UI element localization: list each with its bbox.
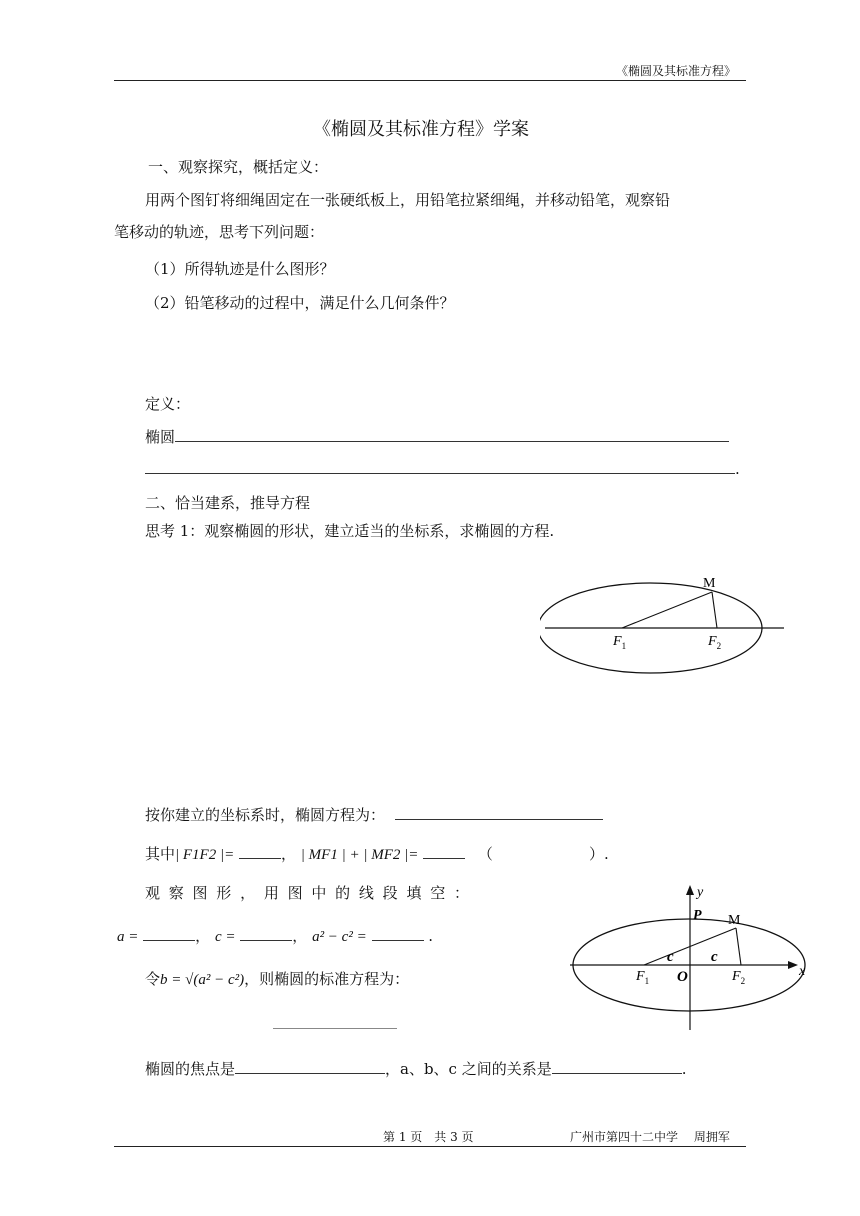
definition-end: . bbox=[735, 460, 740, 478]
std-equation-blank[interactable] bbox=[273, 1028, 397, 1029]
footer-page: 第 1 页 共 3 页 bbox=[383, 1130, 474, 1144]
relation-text: ，a、b、c 之间的关系是 bbox=[385, 1060, 552, 1078]
header-title: 《椭圆及其标准方程》 bbox=[616, 64, 737, 78]
header-rule bbox=[114, 80, 746, 81]
c-equals: c = bbox=[214, 929, 236, 945]
label-c-right: c bbox=[711, 949, 718, 965]
footer-rule bbox=[114, 1146, 746, 1147]
comma: ， bbox=[281, 845, 297, 863]
focus-blank[interactable] bbox=[235, 1059, 385, 1074]
label-M-2: M bbox=[728, 913, 741, 928]
section1-paragraph-line2: 笔移动的轨迹，思考下列问题： bbox=[114, 223, 325, 241]
qizhong-label: 其中 bbox=[145, 845, 176, 863]
equation-prompt-line bbox=[145, 804, 603, 825]
sqrt-blank[interactable] bbox=[372, 926, 424, 941]
definition-label: 定义： bbox=[145, 395, 191, 413]
label-P: P bbox=[693, 908, 702, 923]
comma-a: ， bbox=[195, 927, 211, 945]
label-x: x bbox=[799, 964, 806, 979]
ling-label: 令 bbox=[145, 970, 161, 988]
definition-start: 椭圆 bbox=[145, 428, 176, 446]
label-M: M bbox=[703, 576, 716, 591]
mf-sum-expression: | MF1 | + | MF2 |= bbox=[300, 847, 419, 863]
f1f2-expression: | F1F2 |= bbox=[175, 847, 235, 863]
definition-line1 bbox=[145, 426, 729, 447]
segment-MF1 bbox=[622, 592, 712, 628]
b-definition: b = √(a² − c²) bbox=[160, 972, 245, 988]
end-period: . bbox=[681, 1060, 687, 1078]
f1f2-blank[interactable] bbox=[239, 844, 281, 859]
label-F2-2: $F_2$ bbox=[732, 969, 746, 986]
segment-MF2-2 bbox=[736, 928, 741, 965]
label-O: O bbox=[677, 969, 688, 985]
segment-MF2 bbox=[712, 592, 717, 628]
equation-blank[interactable] bbox=[395, 805, 603, 820]
label-F1: $F_1$ bbox=[613, 634, 627, 651]
focus-text: 椭圆的焦点是 bbox=[145, 1060, 236, 1078]
comma-c: ， bbox=[292, 927, 308, 945]
footer-school: 广州市第四十二中学 周拥军 bbox=[570, 1130, 730, 1144]
think-1: 思考 1：观察椭圆的形状，建立适当的坐标系，求椭圆的方程. bbox=[145, 522, 555, 540]
c-blank[interactable] bbox=[240, 926, 292, 941]
equation-prompt: 按你建立的坐标系时，椭圆方程为： bbox=[145, 806, 386, 824]
ellipse-figure-1 bbox=[540, 568, 790, 678]
question-2: （2）铅笔移动的过程中，满足什么几何条件？ bbox=[145, 294, 455, 312]
a-equals: a = bbox=[117, 929, 139, 945]
document-title: 《椭圆及其标准方程》学案 bbox=[313, 119, 529, 140]
label-F1-2: $F_1$ bbox=[636, 969, 650, 986]
qizhong-line bbox=[145, 843, 609, 864]
section1-paragraph-line1: 用两个图钉将细绳固定在一张硬纸板上，用铅笔拉紧细绳，并移动铅笔，观察铅 bbox=[145, 191, 671, 209]
mf-sum-blank[interactable] bbox=[423, 844, 465, 859]
a-blank[interactable] bbox=[143, 926, 195, 941]
fill-segments-line bbox=[117, 925, 433, 946]
observe-instruction: 观 察 图 形 ， 用 图 中 的 线 段 填 空 ： bbox=[145, 884, 471, 902]
ellipse-figure-2 bbox=[566, 880, 816, 1035]
definition-line2 bbox=[145, 459, 740, 478]
definition-blank-1[interactable] bbox=[175, 427, 729, 442]
section2-heading: 二、恰当建系，推导方程 bbox=[145, 494, 311, 512]
question-1: （1）所得轨迹是什么图形？ bbox=[145, 260, 335, 278]
x-axis-arrow-icon bbox=[788, 961, 798, 969]
definition-blank-2[interactable] bbox=[145, 459, 735, 474]
paren-open: （ bbox=[477, 845, 493, 863]
label-y: y bbox=[697, 885, 704, 900]
std-equation-prompt: ，则椭圆的标准方程为： bbox=[244, 970, 410, 988]
b-definition-line bbox=[145, 968, 409, 989]
y-axis-arrow-icon bbox=[686, 885, 694, 895]
label-F2: $F_2$ bbox=[708, 634, 722, 651]
section1-heading: 一、观察探究，概括定义： bbox=[148, 158, 329, 176]
period-1: . bbox=[428, 927, 434, 945]
focus-line bbox=[145, 1058, 687, 1079]
relation-blank[interactable] bbox=[552, 1059, 682, 1074]
paren-close: ）. bbox=[588, 845, 609, 863]
label-c-left: c bbox=[667, 949, 674, 965]
sqrt-expression: a² − c² = bbox=[312, 929, 367, 945]
